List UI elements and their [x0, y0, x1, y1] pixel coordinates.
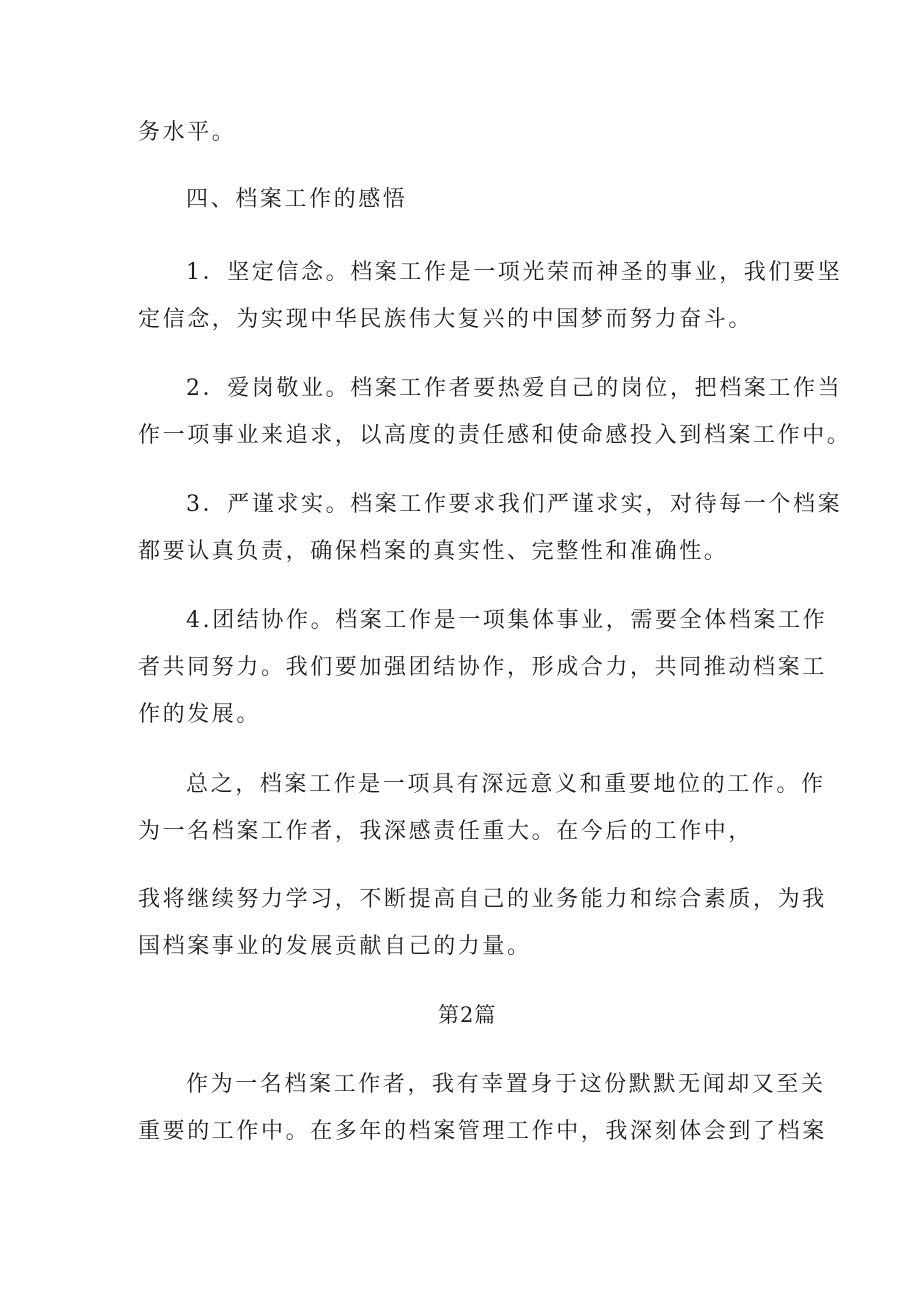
paragraph-line: 都要认真负责，确保档案的真实性、完整性和准确性。: [138, 539, 729, 564]
paragraph-line: 重要的工作中。在多年的档案管理工作中，我深刻体会到了档案: [138, 1119, 827, 1144]
paragraph-line: 定信念，为实现中华民族伟大复兴的中国梦而努力奋斗。: [138, 307, 754, 332]
paragraph-line: 4.团结协作。档案工作是一项集体事业，需要全体档案工作: [186, 608, 828, 633]
paragraph-line: 作为一名档案工作者，我有幸置身于这份默默无闻却又至关: [186, 1072, 826, 1097]
paragraph-line: 我将继续努力学习，不断提高自己的业务能力和综合素质，为我: [138, 887, 827, 912]
paragraph-line: 者共同努力。我们要加强团结协作，形成合力，共同推动档案工: [138, 655, 827, 680]
paragraph-line: 3．严谨求实。档案工作要求我们严谨求实，对待每一个档案: [186, 492, 843, 517]
paragraph-line: 国档案事业的发展贡献自己的力量。: [138, 934, 532, 959]
paragraph-line: 2．爱岗敬业。档案工作者要热爱自己的岗位，把档案工作当: [186, 376, 843, 401]
paragraph-line: 总之，档案工作是一项具有深远意义和重要地位的工作。作: [186, 772, 826, 797]
paragraph-line: 务水平。: [138, 120, 237, 145]
section-heading: 四、档案工作的感悟: [186, 187, 408, 212]
paragraph-line: 作一项事业来追求，以高度的责任感和使命感投入到档案工作中。: [138, 423, 852, 448]
chapter-title: 第2篇: [438, 1003, 497, 1027]
paragraph-line: 作的发展。: [138, 702, 262, 727]
paragraph-line: 1．坚定信念。档案工作是一项光荣而神圣的事业，我们要坚: [186, 260, 843, 285]
paragraph-line: 为一名档案工作者，我深感责任重大。在今后的工作中，: [138, 819, 754, 844]
